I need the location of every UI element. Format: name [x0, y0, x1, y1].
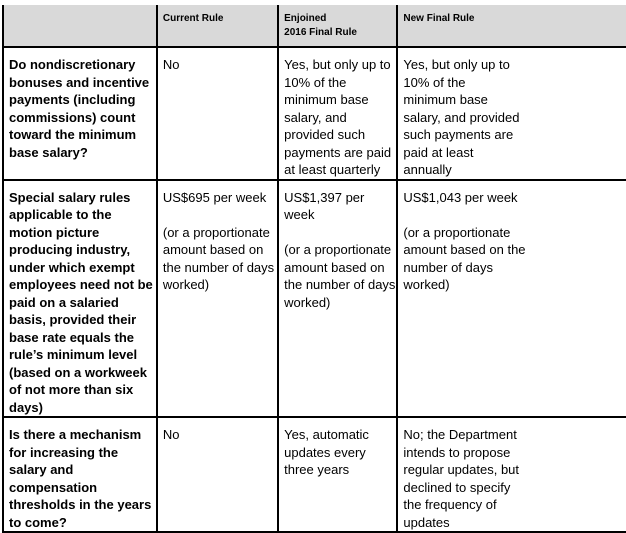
cell-value: US$695 per week — [162, 189, 267, 205]
table-row — [3, 417, 626, 532]
cell-new: Yes, but only up to 10% of the minimum base salary, and provided such payments are paid at least annually — [397, 47, 626, 180]
cell-current: No — [157, 417, 278, 532]
cell-current — [157, 180, 278, 418]
cell-note: (or a proportionate amount based on the number of days worked) — [284, 242, 396, 310]
cell-value: US$1,397 per week — [284, 189, 365, 222]
header-blank — [3, 5, 157, 47]
header-new-final-rule: New Final Rule — [397, 5, 626, 47]
header-enjoined-line2: 2016 Final Rule — [284, 27, 357, 38]
cell-new — [397, 180, 626, 418]
header-enjoined-rule — [278, 5, 397, 47]
table-row — [3, 180, 626, 418]
cell-enjoined: Yes, automatic updates every three years — [278, 417, 397, 532]
cell-note: (or a proportionate amount based on the number of days worked) — [403, 224, 526, 292]
cell-enjoined: Yes, but only up to 10% of the minimum base salary, and provided such payments are paid at least quarterly — [278, 47, 397, 180]
cell-enjoined — [278, 180, 397, 418]
cell-new: No; the Department intends to propose regular updates, but declined to specify the frequency of updates — [397, 417, 626, 532]
header-enjoined-line1: Enjoined — [284, 13, 327, 24]
comparison-table — [2, 5, 626, 533]
header-current-rule: Current Rule — [157, 5, 278, 47]
row-question: Is there a mechanism for increasing the salary and compensation thresholds in the years to come? — [3, 417, 157, 532]
cell-current: No — [157, 47, 278, 180]
row-question: Special salary rules applicable to the motion picture producing industry, under which exempt employees need not be paid on a salaried basis, provided their base rate equals the rule’s minimum level (based on a workweek of not more than six days) — [3, 180, 157, 418]
header-row — [3, 5, 626, 47]
cell-note: (or a proportionate amount based on the number of days worked) — [162, 224, 275, 292]
cell-value: US$1,043 per week — [403, 189, 518, 205]
row-question: Do nondiscretionary bonuses and incentive payments (including commissions) count toward the minimum base salary? — [3, 47, 157, 180]
table-row — [3, 47, 626, 180]
